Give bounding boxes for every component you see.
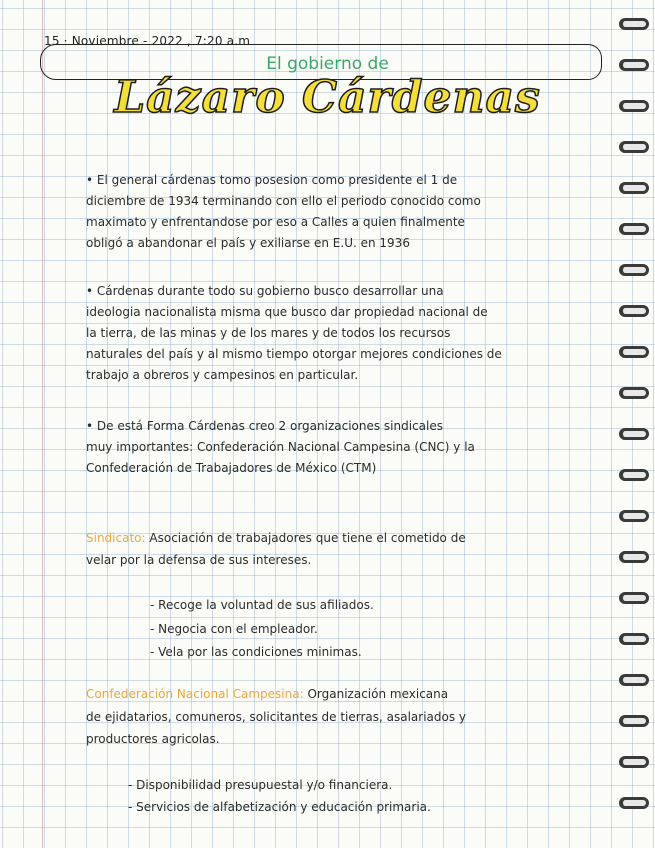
paragraph-line: • El general cárdenas tomo posesion como presidente el 1 de (86, 173, 458, 187)
sindicato-definition (86, 528, 606, 549)
sindicato-item: - Recoge la voluntad de sus afiliados. (150, 598, 374, 612)
sindicato-term: Sindicato: (86, 531, 146, 545)
spiral-ring (619, 346, 649, 358)
spiral-ring (619, 18, 649, 30)
spiral-ring (619, 223, 649, 235)
spiral-ring (619, 633, 649, 645)
cnc-definition (86, 684, 606, 705)
cnc-definition-text: Organización mexicana (307, 687, 449, 701)
spiral-ring (619, 305, 649, 317)
paragraph-line: • De está Forma Cárdenas creo 2 organizaciones sindicales (86, 419, 443, 433)
spiral-ring (619, 264, 649, 276)
paragraph-line: trabajo a obreros y campesinos en particular. (86, 368, 359, 382)
paragraph-line: diciembre de 1934 terminando con ello el periodo conocido como (86, 194, 481, 208)
sindicato-item: - Vela por las condiciones minimas. (150, 645, 362, 659)
spiral-ring (619, 756, 649, 768)
cnc-item: - Disponibilidad presupuestal y/o financiera. (128, 778, 393, 792)
spiral-ring (619, 469, 649, 481)
spiral-ring (619, 674, 649, 686)
paragraph-line: ideologia nacionalista misma que busco dar propiedad nacional de (86, 305, 488, 319)
spiral-ring (619, 387, 649, 399)
paragraph-2 (86, 281, 576, 386)
paragraph-line: • Cárdenas durante todo su gobierno busco desarrollar una (86, 284, 444, 298)
paragraph-line: naturales del país y al mismo tiempo otorgar mejores condiciones de (86, 347, 502, 361)
sindicato-definition-cont: velar por la defensa de sus intereses. (86, 553, 312, 567)
cnc-definition-cont: de ejidatarios, comuneros, solicitantes de tierras, asalariados y (86, 710, 467, 724)
margin-line-left (42, 0, 43, 848)
spiral-ring (619, 592, 649, 604)
sindicato-item: - Negocia con el empleador. (150, 622, 318, 636)
paragraph-1 (86, 170, 576, 254)
sindicato-definition-text: Asociación de trabajadores que tiene el cometido de (149, 531, 466, 545)
spiral-ring (619, 797, 649, 809)
paragraph-line: la tierra, de las minas y de los mares y de todos los recursos (86, 326, 451, 340)
spiral-ring (619, 141, 649, 153)
spiral-binding (615, 18, 651, 838)
cnc-definition-cont: productores agricolas. (86, 732, 220, 746)
cnc-item: - Servicios de alfabetización y educación primaria. (128, 800, 431, 814)
paragraph-line: Confederación de Trabajadores de México (CTM) (86, 461, 377, 475)
cnc-term: Confederación Nacional Campesina: (86, 687, 304, 701)
page-title: Lázaro Cárdenas (114, 72, 541, 123)
spiral-ring (619, 510, 649, 522)
date-label: 15 · Noviembre - 2022 , 7:20 a.m (44, 34, 251, 48)
paragraph-line: obligó a abandonar el país y exiliarse en E.U. en 1936 (86, 236, 410, 250)
spiral-ring (619, 428, 649, 440)
paragraph-line: maximato y enfrentandose por eso a Calles a quien finalmente (86, 215, 465, 229)
spiral-ring (619, 182, 649, 194)
spiral-ring (619, 551, 649, 563)
spiral-ring (619, 715, 649, 727)
page-subtitle: El gobierno de (266, 54, 389, 74)
paragraph-line: muy importantes: Confederación Nacional Campesina (CNC) y la (86, 440, 475, 454)
paragraph-3 (86, 416, 576, 479)
